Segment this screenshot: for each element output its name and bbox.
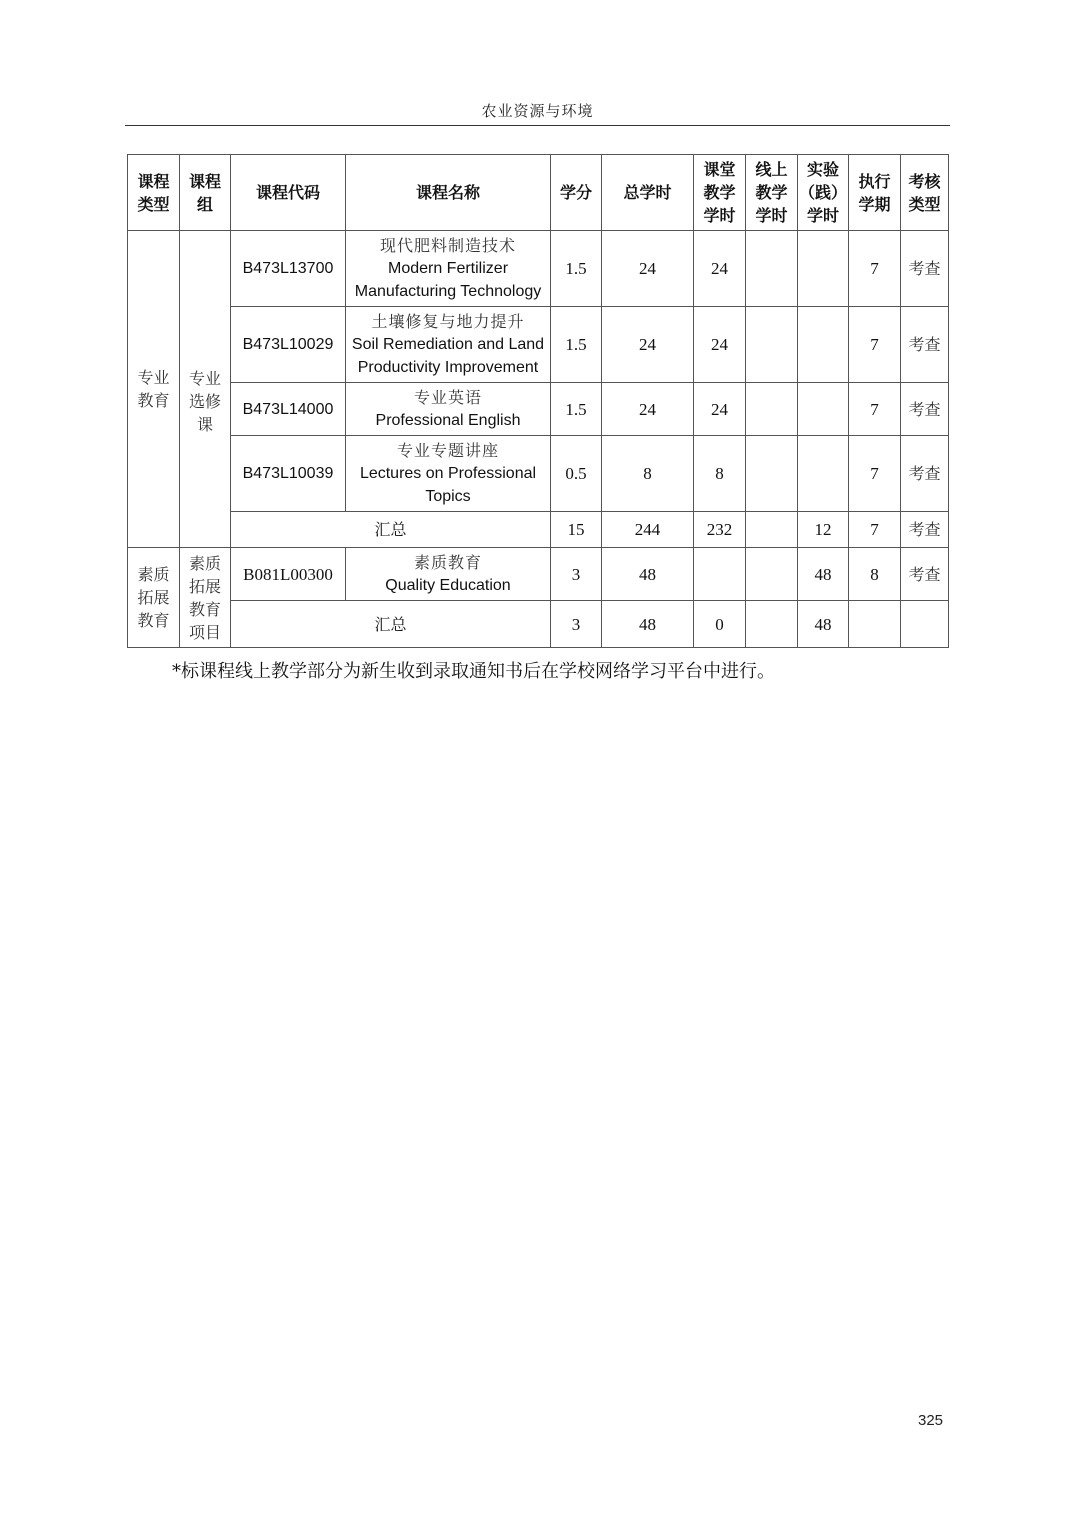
course-group-cell: 素质 拓展 教育 项目 — [180, 548, 231, 648]
course-name: 素质教育 Quality Education — [346, 548, 551, 601]
header-rule — [125, 125, 950, 126]
header-lab-hours: 实验 （践） 学时 — [798, 155, 849, 231]
classroom-hours: 24 — [694, 383, 746, 436]
semester: 7 — [849, 436, 901, 512]
summary-semester: 7 — [849, 512, 901, 548]
semester: 7 — [849, 383, 901, 436]
footnote: *标课程线上教学部分为新生收到录取通知书后在学校网络学习平台中进行。 — [172, 661, 775, 682]
table-row — [128, 383, 949, 436]
header-course-type: 课程 类型 — [128, 155, 180, 231]
course-name: 专业专题讲座 Lectures on Professional Topics — [346, 436, 551, 512]
classroom-hours: 24 — [694, 231, 746, 307]
summary-label: 汇总 — [231, 512, 551, 548]
credits: 1.5 — [551, 307, 602, 383]
classroom-hours: 8 — [694, 436, 746, 512]
course-name: 现代肥料制造技术 Modern Fertilizer Manufacturing Technology — [346, 231, 551, 307]
header-course-group: 课程 组 — [180, 155, 231, 231]
course-code: B081L00300 — [231, 548, 346, 601]
course-group-cell: 专业 选修 课 — [180, 231, 231, 548]
course-code: B473L13700 — [231, 231, 346, 307]
table-row — [128, 307, 949, 383]
header-assessment: 考核 类型 — [901, 155, 949, 231]
assessment: 考查 — [901, 307, 949, 383]
summary-total-hours: 244 — [602, 512, 694, 548]
summary-lab-hours: 48 — [798, 601, 849, 648]
course-code: B473L10039 — [231, 436, 346, 512]
classroom-hours — [694, 548, 746, 601]
assessment: 考查 — [901, 548, 949, 601]
course-code: B473L10029 — [231, 307, 346, 383]
lab-hours — [798, 307, 849, 383]
online-hours — [746, 548, 798, 601]
classroom-hours: 24 — [694, 307, 746, 383]
total-hours: 24 — [602, 383, 694, 436]
summary-classroom-hours: 0 — [694, 601, 746, 648]
table-row — [128, 548, 949, 601]
assessment: 考查 — [901, 383, 949, 436]
summary-total-hours: 48 — [602, 601, 694, 648]
summary-assessment: 考查 — [901, 512, 949, 548]
total-hours: 8 — [602, 436, 694, 512]
summary-semester — [849, 601, 901, 648]
online-hours — [746, 307, 798, 383]
header-course-code: 课程代码 — [231, 155, 346, 231]
summary-row — [128, 601, 949, 648]
header-row — [128, 155, 949, 231]
summary-online-hours — [746, 512, 798, 548]
course-code: B473L14000 — [231, 383, 346, 436]
header-classroom-hours: 课堂 教学 学时 — [694, 155, 746, 231]
course-type-cell: 专业 教育 — [128, 231, 180, 548]
course-name: 土壤修复与地力提升 Soil Remediation and Land Productivity Improvement — [346, 307, 551, 383]
credits: 3 — [551, 548, 602, 601]
semester: 8 — [849, 548, 901, 601]
summary-online-hours — [746, 601, 798, 648]
assessment: 考查 — [901, 231, 949, 307]
total-hours: 24 — [602, 231, 694, 307]
credits: 1.5 — [551, 383, 602, 436]
table-row — [128, 436, 949, 512]
table-row — [128, 231, 949, 307]
summary-row — [128, 512, 949, 548]
credits: 0.5 — [551, 436, 602, 512]
online-hours — [746, 436, 798, 512]
credits: 1.5 — [551, 231, 602, 307]
summary-credits: 15 — [551, 512, 602, 548]
summary-classroom-hours: 232 — [694, 512, 746, 548]
header-online-hours: 线上 教学 学时 — [746, 155, 798, 231]
summary-lab-hours: 12 — [798, 512, 849, 548]
header-course-name: 课程名称 — [346, 155, 551, 231]
summary-assessment — [901, 601, 949, 648]
course-type-cell: 素质 拓展 教育 — [128, 548, 180, 648]
summary-credits: 3 — [551, 601, 602, 648]
header-credits: 学分 — [551, 155, 602, 231]
total-hours: 24 — [602, 307, 694, 383]
page-number: 325 — [918, 1412, 944, 1429]
total-hours: 48 — [602, 548, 694, 601]
lab-hours — [798, 231, 849, 307]
lab-hours: 48 — [798, 548, 849, 601]
online-hours — [746, 231, 798, 307]
summary-label: 汇总 — [231, 601, 551, 648]
header-semester: 执行 学期 — [849, 155, 901, 231]
assessment: 考查 — [901, 436, 949, 512]
course-name: 专业英语 Professional English — [346, 383, 551, 436]
semester: 7 — [849, 231, 901, 307]
header-total-hours: 总学时 — [602, 155, 694, 231]
running-header: 农业资源与环境 — [481, 102, 594, 120]
lab-hours — [798, 436, 849, 512]
online-hours — [746, 383, 798, 436]
curriculum-table — [127, 154, 949, 648]
semester: 7 — [849, 307, 901, 383]
lab-hours — [798, 383, 849, 436]
